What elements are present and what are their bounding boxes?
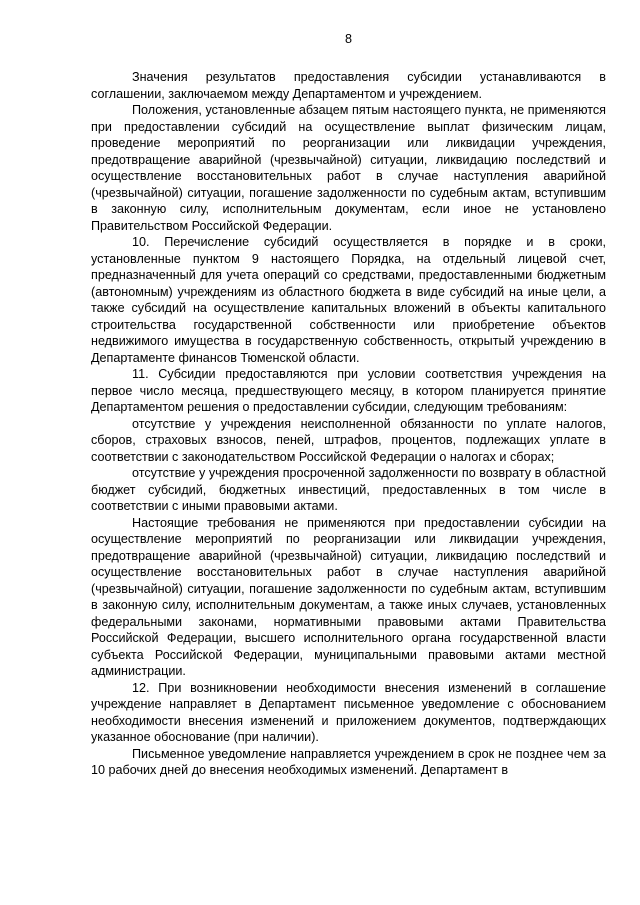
paragraph-requirement-taxes: отсутствие у учреждения неисполненной обязанности по уплате налогов, сборов, страховых взносов, пеней, штрафов, процентов, подлежащих уплате в соответствии с законодательством Российской Федерации о налогах и сборах;: [91, 416, 606, 464]
paragraph-subsidy-results: Значения результатов предоставления субсидии устанавливаются в соглашении, заключаемом между Департаментом и учреждением.: [91, 70, 606, 101]
paragraph-requirements-exceptions: Настоящие требования не применяются при предоставлении субсидии на осуществление мероприятий по реорганизации или ликвидации учреждения, предотвращение аварийной (чрезвычайной) ситуации, ликвидацию последствий и осуществление восстановительных работ в случае наступления аварийной (чрезвычайной) ситуации, погашение задолженности по судебным актам, вступившим в законную силу, исполнительным документам, а также иных случаев, установленных федеральными законами, нормативными правовыми актами Правительства Российской Федерации, высшего исполнительного органа государственной власти субъекта Российской Федерации, муниципальными правовыми актами местной администрации.: [91, 515, 606, 678]
paragraph-notification-deadline: Письменное уведомление направляется учреждением в срок не позднее чем за 10 рабочих дней до внесения необходимых изменений. Департамент в: [91, 746, 606, 777]
paragraph-item-10: 10. Перечисление субсидий осуществляется в порядке и в сроки, установленные пунктом 9 настоящего Порядка, на отдельный лицевой счет, предназначенный для учета операций со средствами, предоставленными бюджетным (автономным) учреждениям из областного бюджета в виде субсидий на иные цели, а также субсидий на осуществление капитальных вложений в объекты капитального строительства государственной собственности или приобретение объектов недвижимого имущества в государственную собственность, открытый учреждению в Департаменте финансов Тюменской области.: [91, 235, 606, 365]
paragraph-item-11: 11. Субсидии предоставляются при условии соответствия учреждения на первое число месяца, предшествующего месяцу, в котором планируется принятие Департаментом решения о предоставлении субсидии, следующим требованиям:: [91, 367, 606, 414]
paragraph-requirement-debt: отсутствие у учреждения просроченной задолженности по возврату в областной бюджет субсидий, бюджетных инвестиций, предоставленных в том числе в соответствии с иными правовыми актами.: [91, 466, 606, 513]
paragraph-item-12: 12. При возникновении необходимости внесения изменений в соглашение учреждение направляет в Департамент письменное уведомление с обоснованием необходимости внесения изменений и приложением документов, подтверждающих указанное обоснование (при наличии).: [91, 680, 606, 744]
page-number: 8: [344, 32, 352, 46]
paragraph-provisions-exceptions: Положения, установленные абзацем пятым настоящего пункта, не применяются при предоставлении субсидий на осуществление выплат физическим лицам, проведение мероприятий по реорганизации или ликвидации учреждения, предотвращение аварийной (чрезвычайной) ситуации, ликвидацию последствий и осуществление восстановительных работ в случае наступления аварийной (чрезвычайной) ситуации, погашение задолженности по судебным актам, вступившим в законную силу, исполнительным документам, если иное не установлено Правительством Российской Федерации.: [91, 103, 606, 233]
